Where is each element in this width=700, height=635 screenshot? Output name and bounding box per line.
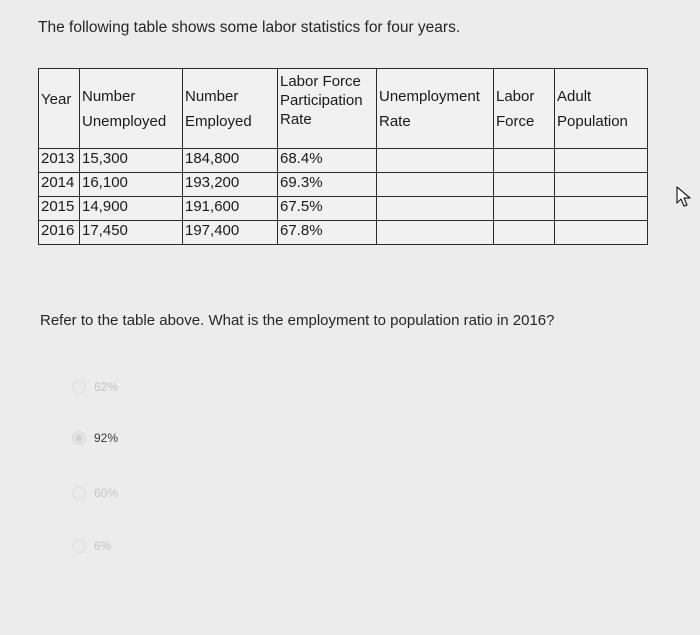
cell-unemployment-rate	[377, 221, 494, 245]
option-label: 92%	[94, 431, 119, 445]
cell-adult-population	[555, 149, 648, 173]
cell-employed: 197,400	[183, 221, 278, 245]
radio-button[interactable]	[72, 380, 86, 394]
cell-year: 2013	[39, 149, 80, 173]
cell-employed: 184,800	[183, 149, 278, 173]
cell-unemployed: 15,300	[80, 149, 183, 173]
radio-button-selected[interactable]	[72, 431, 86, 445]
cell-labor-force	[494, 149, 555, 173]
cell-lfpr: 68.4%	[278, 149, 377, 173]
header-number-employed: Number Employed	[183, 69, 278, 149]
answer-option-62[interactable]	[72, 380, 118, 394]
cell-unemployment-rate	[377, 149, 494, 173]
cell-labor-force	[494, 197, 555, 221]
cell-employed: 191,600	[183, 197, 278, 221]
cell-year: 2016	[39, 221, 80, 245]
option-label: 62%	[94, 380, 119, 394]
cell-lfpr: 69.3%	[278, 173, 377, 197]
table-row	[39, 173, 648, 197]
cell-unemployment-rate	[377, 197, 494, 221]
radio-button[interactable]	[72, 486, 86, 500]
cell-labor-force	[494, 173, 555, 197]
intro-text: The following table shows some labor statistics for four years.	[38, 19, 461, 36]
cell-lfpr: 67.8%	[278, 221, 377, 245]
table-header-row	[39, 69, 648, 149]
header-unemployment-rate: Unemployment Rate	[377, 69, 494, 149]
question-text: Refer to the table above. What is the employment to population ratio in 2016?	[40, 312, 555, 329]
cell-unemployment-rate	[377, 173, 494, 197]
cell-lfpr: 67.5%	[278, 197, 377, 221]
cell-unemployed: 16,100	[80, 173, 183, 197]
radio-button[interactable]	[72, 539, 86, 553]
cell-year: 2014	[39, 173, 80, 197]
answer-option-60[interactable]	[72, 486, 118, 500]
labor-statistics-table	[38, 68, 648, 245]
answer-option-6[interactable]	[72, 539, 111, 553]
table-row	[39, 149, 648, 173]
option-label: 60%	[94, 486, 119, 500]
answer-option-92[interactable]	[72, 431, 118, 445]
cell-year: 2015	[39, 197, 80, 221]
table-row	[39, 221, 648, 245]
header-number-unemployed: Number Unemployed	[80, 69, 183, 149]
cell-unemployed: 14,900	[80, 197, 183, 221]
cell-labor-force	[494, 221, 555, 245]
header-year: Year	[39, 69, 80, 149]
cell-employed: 193,200	[183, 173, 278, 197]
cell-adult-population	[555, 197, 648, 221]
cell-adult-population	[555, 173, 648, 197]
option-label: 6%	[94, 539, 112, 553]
header-adult-population: Adult Population	[555, 69, 648, 149]
mouse-pointer-icon	[676, 186, 692, 213]
table-row	[39, 197, 648, 221]
header-labor-force-participation-rate: Labor Force Participation Rate	[278, 69, 377, 149]
cell-unemployed: 17,450	[80, 221, 183, 245]
cell-adult-population	[555, 221, 648, 245]
header-labor-force: Labor Force	[494, 69, 555, 149]
